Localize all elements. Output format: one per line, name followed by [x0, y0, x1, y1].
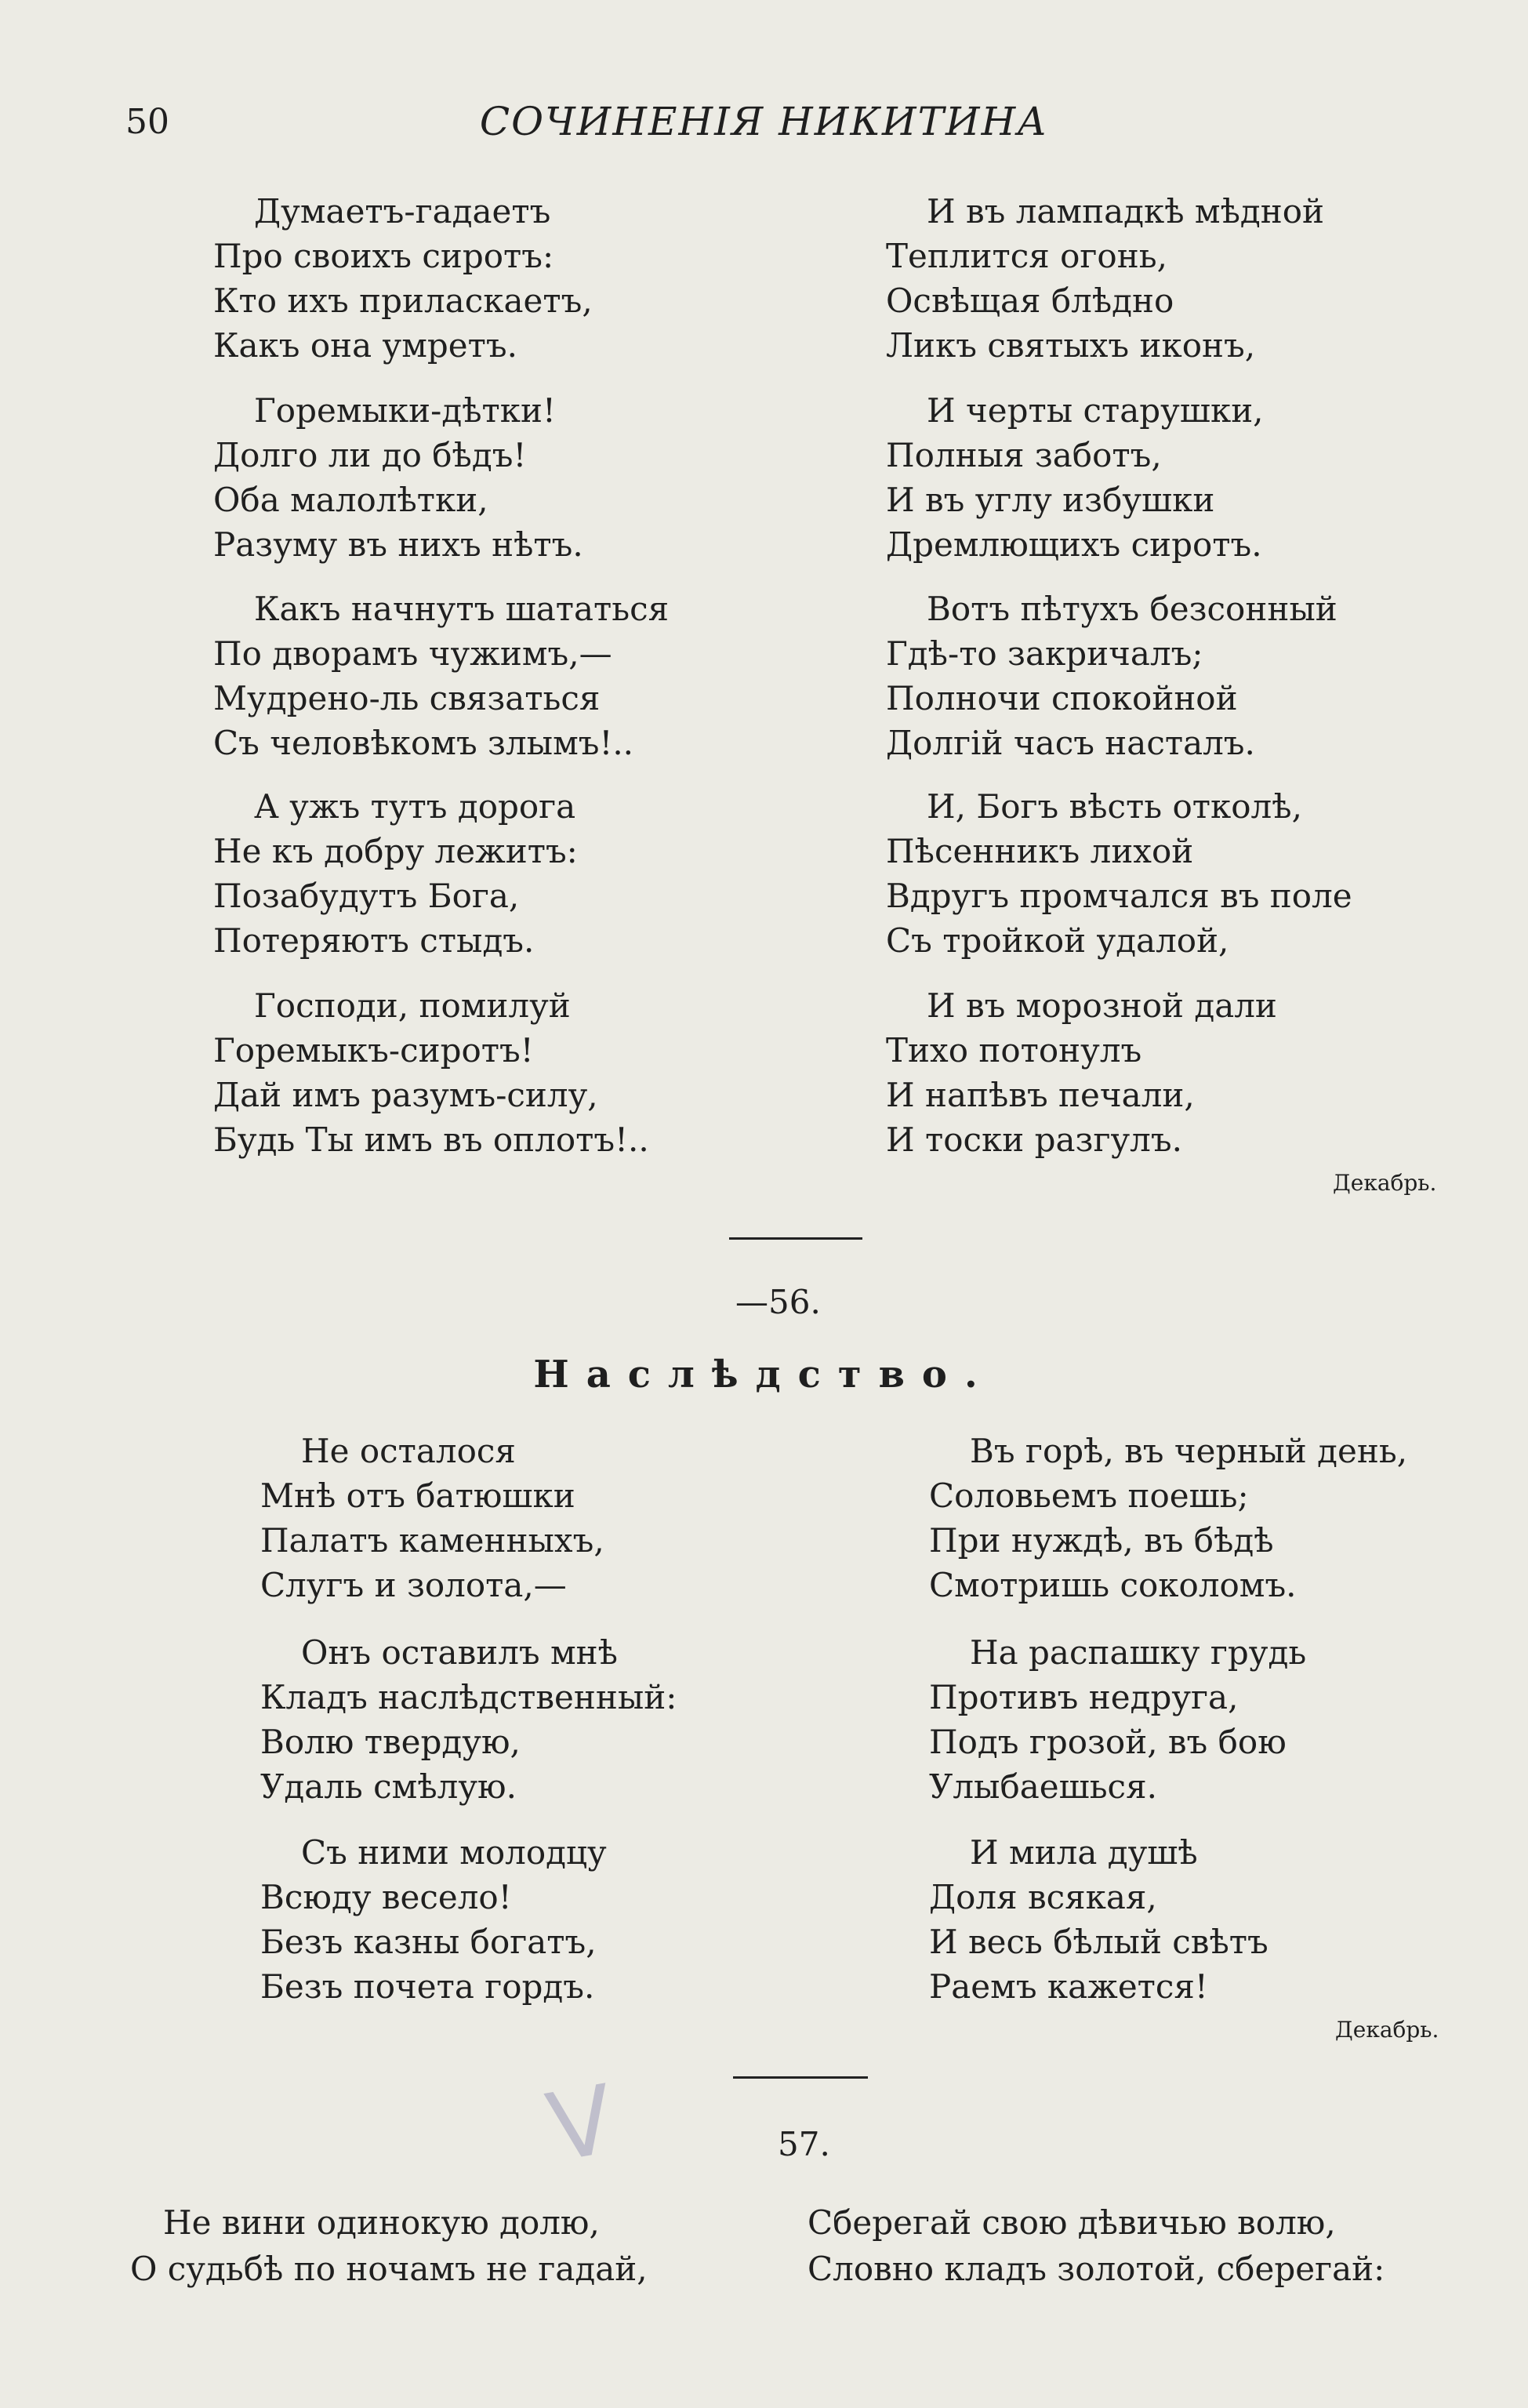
- poem56-left-stanza-1: [260, 1429, 604, 1607]
- verse-line: Будь Ты имъ въ оплотъ!..: [213, 1120, 649, 1159]
- verse-line: Улыбаешься.: [929, 1767, 1157, 1806]
- verse-line: Вотъ пѣтухъ безсонный: [927, 590, 1337, 628]
- poem55-left-stanza-1: [213, 189, 593, 368]
- verse-line: Кладъ наслѣдственный:: [260, 1678, 677, 1716]
- poem55-right-stanza-2: [886, 388, 1264, 567]
- verse-line: Сберегай свою дѣвичью волю,: [808, 2203, 1336, 2242]
- verse-line: Тихо потонулъ: [886, 1031, 1142, 1070]
- verse-line: Волю твердую,: [260, 1723, 521, 1761]
- poem55-left-stanza-3: [213, 587, 669, 765]
- verse-line: Позабудутъ Бога,: [213, 877, 520, 915]
- verse-line: И черты старушки,: [927, 391, 1264, 430]
- verse-line: Дремлющихъ сиротъ.: [886, 525, 1262, 564]
- verse-line: Доля всякая,: [929, 1878, 1157, 1916]
- verse-line: Вдругъ промчался въ поле: [886, 877, 1352, 915]
- verse-line: И въ углу избушки: [886, 481, 1215, 519]
- poem56-number: —56.: [735, 1283, 821, 1321]
- verse-line: Слугъ и золота,—: [260, 1566, 567, 1604]
- verse-line: Съ тройкой удалой,: [886, 921, 1229, 960]
- verse-line: Потеряютъ стыдъ.: [213, 921, 535, 960]
- verse-line: Горемыки-дѣтки!: [254, 391, 556, 430]
- verse-line: О судьбѣ по ночамъ не гадай,: [130, 2250, 648, 2288]
- poem56-left-stanza-3: [260, 1830, 607, 2009]
- verse-line: Не вини одинокую долю,: [163, 2203, 600, 2242]
- verse-line: Соловьемъ поешь;: [929, 1476, 1249, 1515]
- poem56-title: Наслѣдство.: [533, 1353, 995, 1396]
- verse-line: Съ человѣкомъ злымъ!..: [213, 724, 634, 762]
- verse-line: И въ лампадкѣ мѣдной: [927, 192, 1325, 231]
- verse-line: И тоски разгулъ.: [886, 1120, 1182, 1159]
- verse-line: Долго ли до бѣдъ!: [213, 436, 527, 474]
- verse-line: Думаетъ-гадаетъ: [254, 192, 551, 231]
- verse-line: Полныя заботъ,: [886, 436, 1162, 474]
- section-rule: [733, 2076, 868, 2079]
- verse-line: Мнѣ отъ батюшки: [260, 1476, 575, 1515]
- poem55-date: Декабрь.: [1333, 1170, 1437, 1196]
- verse-line: Дай имъ разумъ-силу,: [213, 1076, 598, 1114]
- verse-line: Противъ недруга,: [929, 1678, 1239, 1716]
- verse-line: Горемыкъ-сиротъ!: [213, 1031, 534, 1070]
- verse-line: Освѣщая блѣдно: [886, 281, 1174, 320]
- poem56-right-stanza-2: [929, 1630, 1306, 1809]
- verse-line: На распашку грудь: [970, 1633, 1307, 1672]
- verse-line: При нуждѣ, въ бѣдѣ: [929, 1521, 1274, 1560]
- page-number: 50: [125, 102, 169, 142]
- verse-line: Долгій часъ насталъ.: [886, 724, 1255, 762]
- poem55-right-stanza-4: [886, 784, 1352, 963]
- verse-line: А ужъ тутъ дорога: [254, 787, 576, 826]
- poem56-right-stanza-3: [929, 1830, 1268, 2009]
- ink-mark: V: [539, 2065, 622, 2185]
- verse-line: Безъ почета гордъ.: [260, 1967, 595, 2006]
- verse-line: Гдѣ-то закричалъ;: [886, 634, 1203, 673]
- verse-line: Подъ грозой, въ бою: [929, 1723, 1287, 1761]
- verse-line: Съ ними молодцу: [301, 1833, 607, 1872]
- verse-line: И въ морозной дали: [927, 986, 1277, 1025]
- verse-line: Удаль смѣлую.: [260, 1767, 517, 1806]
- verse-line: Мудрено-ль связаться: [213, 679, 601, 717]
- verse-line: Какъ она умретъ.: [213, 326, 517, 365]
- verse-line: По дворамъ чужимъ,—: [213, 634, 612, 673]
- verse-line: Теплится огонь,: [886, 237, 1167, 275]
- poem55-right-stanza-5: [886, 983, 1277, 1162]
- verse-line: Раемъ кажется!: [929, 1967, 1208, 2006]
- verse-line: Господи, помилуй: [254, 986, 571, 1025]
- poem57-number: 57.: [778, 2125, 830, 2163]
- section-rule: [729, 1237, 862, 1240]
- verse-line: Въ горѣ, въ черный день,: [970, 1432, 1408, 1470]
- verse-line: Пѣсенникъ лихой: [886, 832, 1194, 870]
- verse-line: И мила душѣ: [970, 1833, 1198, 1872]
- poem57-right-stanza: [808, 2199, 1385, 2292]
- poem56-right-stanza-1: [929, 1429, 1407, 1607]
- poem57-left-stanza: [130, 2199, 648, 2292]
- verse-line: Онъ оставилъ мнѣ: [301, 1633, 618, 1672]
- poem56-date: Декабрь.: [1335, 2017, 1439, 2043]
- verse-line: Не осталося: [301, 1432, 516, 1470]
- verse-line: Палатъ каменныхъ,: [260, 1521, 604, 1560]
- verse-line: Какъ начнутъ шататься: [254, 590, 670, 628]
- verse-line: Полночи спокойной: [886, 679, 1238, 717]
- verse-line: И напѣвъ печали,: [886, 1076, 1195, 1114]
- poem56-left-stanza-2: [260, 1630, 677, 1809]
- verse-line: Не къ добру лежитъ:: [213, 832, 578, 870]
- verse-line: Оба малолѣтки,: [213, 481, 488, 519]
- poem55-right-stanza-3: [886, 587, 1337, 765]
- verse-line: Про своихъ сиротъ:: [213, 237, 554, 275]
- verse-line: Словно кладъ золотой, сберегай:: [808, 2250, 1385, 2288]
- verse-line: Всюду весело!: [260, 1878, 512, 1916]
- verse-line: И весь бѣлый свѣтъ: [929, 1923, 1268, 1961]
- poem55-right-stanza-1: [886, 189, 1324, 368]
- verse-line: Разуму въ нихъ нѣтъ.: [213, 525, 583, 564]
- verse-line: Ликъ святыхъ иконъ,: [886, 326, 1256, 365]
- poem55-left-stanza-5: [213, 983, 649, 1162]
- verse-line: Безъ казны богатъ,: [260, 1923, 597, 1961]
- verse-line: И, Богъ вѣсть отколѣ,: [927, 787, 1302, 826]
- verse-line: Кто ихъ приласкаетъ,: [213, 281, 593, 320]
- verse-line: Смотришь соколомъ.: [929, 1566, 1297, 1604]
- poem55-left-stanza-2: [213, 388, 583, 567]
- poem55-left-stanza-4: [213, 784, 578, 963]
- running-title: СОЧИНЕНІЯ НИКИТИНА: [479, 99, 1049, 144]
